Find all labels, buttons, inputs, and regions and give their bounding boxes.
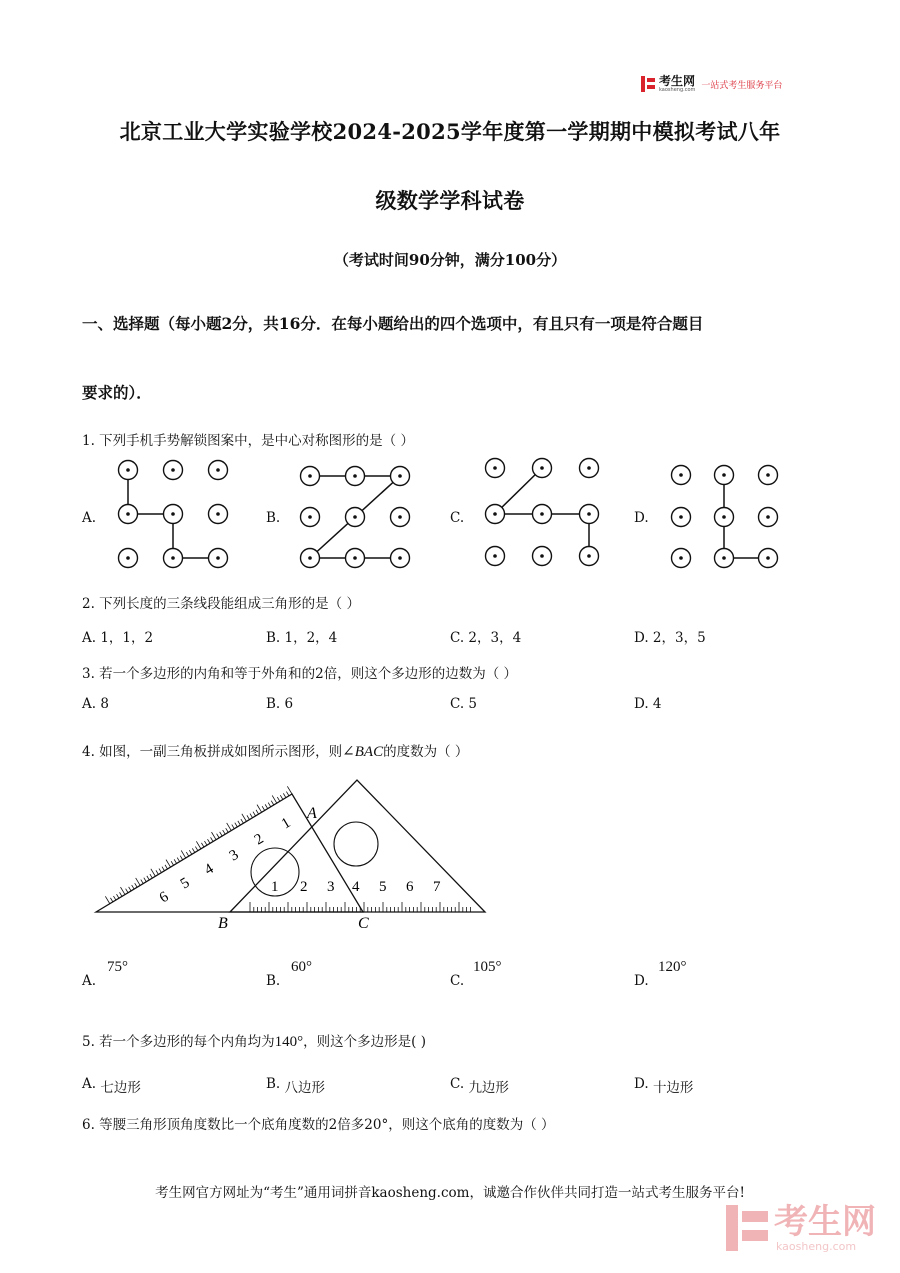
q3-option-b: B. 6	[266, 696, 294, 712]
q4-option-d-value: 120°	[658, 959, 687, 975]
page-title-line2: 级数学学科试卷	[375, 188, 525, 213]
ruler-left-label: 2	[251, 830, 267, 849]
q5-option-c-value: 九边形	[468, 1080, 509, 1096]
q5-option-a-value: 七边形	[100, 1080, 141, 1096]
q5-option-a-letter: A.	[82, 1076, 97, 1092]
ruler-bottom-label: 4	[352, 879, 360, 895]
ruler-left-label: 6	[156, 888, 172, 907]
watermark-name: 考生网	[774, 1201, 876, 1242]
q5-option-b-letter: B.	[266, 1076, 281, 1092]
q3-option-c: C. 5	[450, 696, 478, 712]
q5-option-d	[634, 1076, 693, 1096]
q4-triangle-rulers-figure	[0, 776, 900, 936]
q2-option-a: A. 1，1，2	[82, 630, 154, 646]
q5-text	[82, 1030, 426, 1051]
watermark-sub: kaosheng.com	[776, 1239, 857, 1253]
q2-option-b: B. 1，2，4	[266, 630, 338, 646]
ruler-bottom-label: 1	[271, 879, 279, 895]
q5-option-a	[82, 1076, 141, 1096]
q2-option-c: C. 2，3，4	[450, 630, 522, 646]
q1-option-c-label: C.	[450, 510, 465, 526]
kaosheng-watermark-icon	[726, 1203, 770, 1253]
exam-info: （考试时间90分钟，满分100分）	[333, 251, 567, 269]
q1-pattern-a	[119, 461, 228, 568]
section1-heading-line1: 一、选择题（每小题2分，共16分．在每小题给出的四个选项中，有且只有一项是符合题目	[82, 314, 704, 333]
kaosheng-logo-icon	[641, 76, 655, 92]
logo-name: 考生网	[659, 74, 696, 88]
section1-heading-line2: 要求的）．	[82, 383, 152, 402]
q4-angle: ∠BAC	[342, 744, 384, 760]
q4-text	[82, 740, 468, 761]
q4-option-a-letter: A.	[82, 973, 97, 989]
q1-pattern-d	[672, 466, 778, 568]
ruler-bottom-label: 7	[433, 879, 441, 895]
page-title-line1: 北京工业大学实验学校2024-2025学年度第一学期期中模拟考试八年	[119, 119, 781, 144]
q6-text: 6. 等腰三角形顶角度数比一个底角度数的2倍多20°，则这个底角的度数为（ ）	[82, 1117, 555, 1133]
q5-angle: 140°	[274, 1034, 304, 1050]
q3-option-d: D. 4	[634, 696, 662, 712]
q4-prefix: 4. 如图，一副三角板拼成如图所示图形，则	[82, 744, 343, 760]
q4-option-c-value: 105°	[473, 959, 502, 975]
ruler-bottom-label: 2	[300, 879, 308, 895]
q3-option-a: A. 8	[82, 696, 109, 712]
q1-option-a-label: A.	[82, 510, 97, 526]
ruler-left-label: 3	[226, 846, 242, 865]
point-c-label: C	[358, 915, 369, 932]
q4-option-d-letter: D.	[634, 973, 649, 989]
q5-option-b-value: 八边形	[284, 1080, 326, 1096]
q5-prefix: 5. 若一个多边形的每个内角均为	[82, 1034, 275, 1050]
q4-option-b-letter: B.	[266, 973, 281, 989]
point-a-label: A	[307, 805, 317, 822]
ruler-left-label: 4	[201, 860, 217, 879]
q2-text: 2. 下列长度的三条线段能组成三角形的是（ ）	[82, 596, 360, 612]
ruler-bottom-label: 5	[379, 879, 387, 895]
q4-suffix: 的度数为（ ）	[383, 744, 469, 760]
q2-option-d: D. 2，3，5	[634, 630, 706, 646]
ruler-bottom-label: 6	[406, 879, 414, 895]
point-b-label: B	[218, 915, 228, 932]
q4-option-c-letter: C.	[450, 973, 465, 989]
q4-right-triangle	[230, 780, 485, 912]
watermark	[726, 1203, 876, 1253]
logo-sub: kaosheng.com	[659, 87, 696, 93]
q4-option-a-value: 75°	[107, 959, 128, 975]
q5-option-c	[450, 1076, 509, 1096]
q5-option-b	[266, 1076, 325, 1096]
q4-left-triangle	[96, 786, 363, 912]
q3-text: 3. 若一个多边形的内角和等于外角和的2倍，则这个多边形的边数为（ ）	[82, 666, 518, 682]
logo-slogan: 一站式考生服务平台	[701, 80, 783, 91]
q4-option-b-value: 60°	[291, 959, 312, 975]
q5-option-c-letter: C.	[450, 1076, 465, 1092]
q5-option-d-letter: D.	[634, 1076, 649, 1092]
q1-text: 1. 下列手机手势解锁图案中，是中心对称图形的是（ ）	[82, 433, 414, 449]
q1-pattern-b	[301, 467, 410, 568]
q1-pattern-c	[486, 459, 599, 566]
q5-option-d-value: 十边形	[652, 1080, 694, 1096]
footer-text: 考生网官方网址为“考生”通用词拼音kaosheng.com，诚邀合作伙伴共同打造一站式考生服务平台!	[155, 1185, 745, 1201]
ruler-left-label: 5	[177, 874, 193, 893]
ruler-bottom-label: 3	[327, 879, 335, 895]
ruler-left-label: 1	[278, 814, 294, 833]
q1-unlock-patterns	[0, 452, 900, 572]
q5-suffix: ，则这个多边形是( )	[303, 1034, 426, 1050]
q1-option-b-label: B.	[266, 510, 281, 526]
header-logo	[641, 74, 782, 94]
q1-option-d-label: D.	[634, 510, 649, 526]
